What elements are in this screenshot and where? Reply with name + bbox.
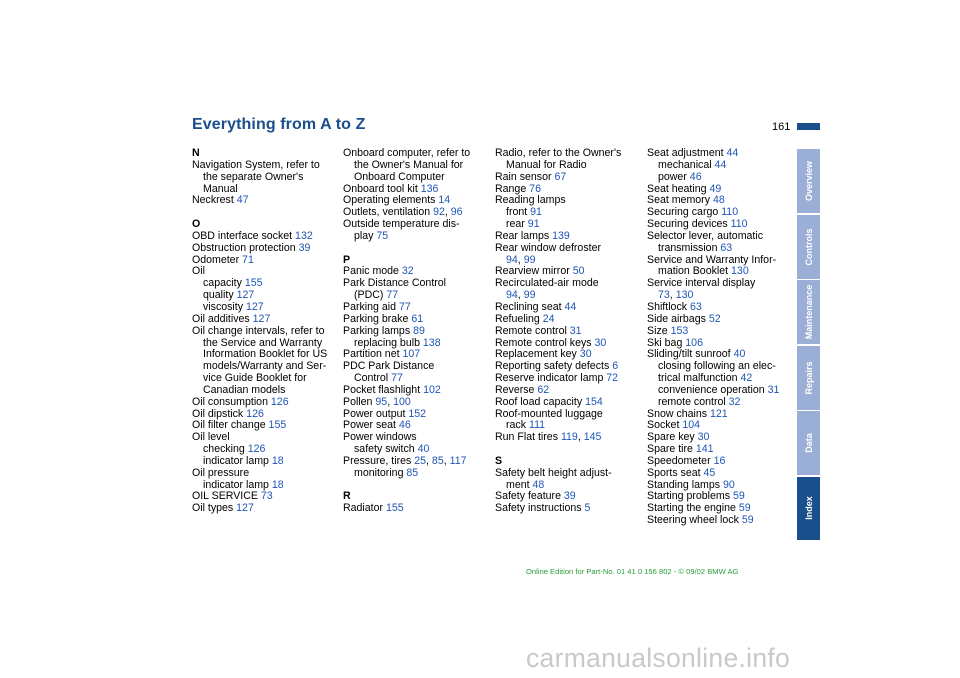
- page-link[interactable]: 126: [246, 407, 264, 420]
- index-entry-text: Partition net: [343, 348, 403, 361]
- page-link[interactable]: 6: [612, 360, 619, 373]
- page-link[interactable]: 5: [584, 502, 591, 515]
- tab-label: Maintenance: [803, 284, 814, 340]
- index-spacer: [343, 243, 483, 255]
- page-link[interactable]: 63: [689, 300, 702, 313]
- page-link[interactable]: 107: [402, 348, 421, 361]
- index-entry: [647, 515, 787, 527]
- index-entry: [192, 255, 332, 267]
- index-entry-text: OBD interface socket: [192, 229, 296, 242]
- index-entry-text: Roof load capacity: [495, 395, 586, 408]
- page-link[interactable]: 14: [438, 194, 451, 207]
- index-entry-text: Reporting safety defects: [495, 360, 613, 373]
- page-link[interactable]: 127: [245, 300, 264, 313]
- page-link[interactable]: 59: [732, 490, 745, 503]
- page-link[interactable]: 48: [712, 194, 725, 207]
- index-entry-text: Power windows: [343, 431, 417, 444]
- page-link[interactable]: 46: [689, 170, 702, 183]
- page-link[interactable]: 62: [537, 383, 550, 396]
- footer-edition-note: Online Edition for Part-No. 01 41 0 156 802 - © 09/02 BMW AG: [526, 567, 739, 576]
- page-link[interactable]: 39: [563, 490, 576, 503]
- page-link[interactable]: 155: [244, 277, 263, 290]
- index-entry-text: convenience operation: [658, 383, 768, 396]
- page-link[interactable]: 31: [569, 324, 582, 337]
- index-entry-text: Spare key: [647, 431, 698, 444]
- page-link[interactable]: 49: [709, 182, 722, 195]
- index-entry-text: Reclining seat: [495, 300, 565, 313]
- index-entry-text: Pocket flashlight: [343, 383, 424, 396]
- index-entry-text: Oil dipstick: [192, 407, 247, 420]
- index-entry-text: Rear window defroster: [495, 241, 601, 254]
- index-entry-text: Oil consumption: [192, 395, 271, 408]
- index-entry-text: Safety belt height adjust-: [495, 466, 612, 479]
- index-column-2: [343, 148, 483, 515]
- index-entry: 94, 99: [506, 253, 536, 266]
- page-link[interactable]: 127: [252, 312, 271, 325]
- index-entry-text: Shiftlock: [647, 300, 690, 313]
- index-entry-text: Oil change intervals, refer to: [192, 324, 325, 337]
- index-spacer: [495, 444, 635, 456]
- index-entry: Outlets, ventilation 92, 96: [343, 206, 463, 219]
- page-link[interactable]: 145: [583, 431, 602, 444]
- page-link[interactable]: 94: [506, 289, 518, 302]
- index-entry-text: Rain sensor: [495, 170, 555, 183]
- page-link[interactable]: 40: [417, 443, 430, 456]
- page-link[interactable]: 52: [708, 312, 721, 325]
- index-entry-text: Selector lever, automatic: [647, 229, 763, 242]
- index-entry-text: Manual: [203, 182, 238, 195]
- index-entry-text: Seat adjustment: [647, 147, 727, 159]
- index-entry-text: Oil: [192, 265, 205, 278]
- index-entry-text: Rear lamps: [495, 229, 553, 242]
- index-entry-text: Reserve indicator lamp: [495, 372, 607, 385]
- index-entry-text: indicator lamp: [203, 478, 272, 491]
- index-entry-text: Speedometer: [647, 454, 714, 467]
- index-entry-text: Outlets, ventilation: [343, 206, 434, 219]
- page-link[interactable]: 32: [728, 395, 741, 408]
- index-entry-text: models/Warranty and Ser-: [203, 360, 327, 373]
- page-link[interactable]: 126: [247, 443, 266, 456]
- watermark: carmanualsonline.info: [526, 643, 791, 673]
- page-link[interactable]: 50: [572, 265, 585, 278]
- tab-data[interactable]: [797, 411, 820, 475]
- index-letter-heading: R: [343, 490, 351, 503]
- index-entry: [343, 468, 483, 480]
- index-entry-text: Onboard Computer: [354, 170, 445, 183]
- page-link[interactable]: 104: [682, 419, 701, 432]
- index-entry-text: Range: [495, 182, 530, 195]
- index-entry-text: indicator lamp: [203, 454, 272, 467]
- tab-maintenance[interactable]: [797, 280, 820, 344]
- page-link[interactable]: 48: [532, 478, 545, 491]
- index-column-1: [192, 148, 332, 515]
- index-entry-text: Parking lamps: [343, 324, 414, 337]
- index-entry-text: replacing bulb: [354, 336, 423, 349]
- index-entry-text: Obstruction protection: [192, 241, 299, 254]
- index-entry-text: Snow chains: [647, 407, 711, 420]
- index-entry-text: capacity: [203, 277, 245, 290]
- index-entry-text: Outside temperature dis-: [343, 218, 460, 231]
- tab-overview[interactable]: [797, 149, 820, 213]
- index-entry-text: Safety feature: [495, 490, 564, 503]
- page-link[interactable]: 16: [713, 454, 726, 467]
- index-entry-text: quality: [203, 289, 237, 302]
- index-entry-text: Onboard tool kit: [343, 182, 421, 195]
- page-link[interactable]: 152: [408, 407, 427, 420]
- page-link[interactable]: 96: [450, 206, 463, 219]
- index-entry-text: closing following an elec-: [658, 360, 776, 373]
- page-link[interactable]: 45: [703, 466, 716, 479]
- page-link[interactable]: 44: [726, 147, 739, 159]
- index-entry: [192, 503, 332, 515]
- index-entry-text: Spare tire: [647, 443, 696, 456]
- page-link[interactable]: 18: [271, 454, 284, 467]
- index-letter-heading: N: [192, 147, 200, 159]
- index-entry-text: Seat memory: [647, 194, 713, 207]
- index-entry-text: transmission: [658, 241, 721, 254]
- index-entry: Pressure, tires 25, 85, 117: [343, 454, 467, 467]
- page-link[interactable]: 141: [695, 443, 714, 456]
- index-column-3: [495, 148, 635, 515]
- page-link[interactable]: 110: [721, 206, 739, 219]
- page-link[interactable]: 77: [398, 300, 411, 313]
- index-letter-heading: P: [343, 253, 351, 266]
- page-link[interactable]: 39: [298, 241, 311, 254]
- page-link[interactable]: 40: [733, 348, 746, 361]
- index-entry-text: monitoring: [354, 466, 407, 479]
- index-entry-text: Refueling: [495, 312, 543, 325]
- page-link[interactable]: 67: [554, 170, 567, 183]
- index-entry: [192, 195, 332, 207]
- index-entry-text: Park Distance Control: [343, 277, 447, 290]
- page-link[interactable]: 71: [242, 253, 254, 266]
- index-entry-text: trical malfunction: [658, 372, 741, 385]
- page-link[interactable]: 42: [740, 372, 753, 385]
- tab-label: Index: [803, 496, 814, 520]
- index-entry-text: Service and Warranty Infor-: [647, 253, 777, 266]
- index-entry-text: Parking brake: [343, 312, 412, 325]
- index-entry-text: Oil types: [192, 502, 237, 515]
- index-entry-text: safety switch: [354, 443, 418, 456]
- index-entry: Run Flat tires 119, 145: [495, 431, 602, 444]
- index-entry-text: Starting the engine: [647, 502, 739, 515]
- index-entry-text: Steering wheel lock: [647, 514, 742, 527]
- page-link[interactable]: 77: [391, 372, 403, 385]
- index-entry-text: Oil filter change: [192, 419, 269, 432]
- page-link[interactable]: 59: [741, 514, 754, 527]
- page-link[interactable]: 85: [431, 454, 444, 467]
- index-entry-text: Reverse: [495, 383, 538, 396]
- page-link[interactable]: 76: [529, 182, 541, 195]
- page-link[interactable]: 106: [685, 336, 703, 349]
- index-entry-text: Remote control: [495, 324, 570, 337]
- index-entry-text: Manual for Radio: [506, 158, 587, 171]
- index-entry-text: Socket: [647, 419, 683, 432]
- index-entry: 73, 130: [658, 289, 694, 302]
- index-entry-text: Rearview mirror: [495, 265, 573, 278]
- tab-label: Overview: [803, 160, 814, 202]
- page-link[interactable]: 102: [423, 383, 441, 396]
- index-entry-text: Service interval display: [647, 277, 756, 290]
- page-link[interactable]: 25: [414, 454, 427, 467]
- page-link[interactable]: 61: [411, 312, 424, 325]
- index-entry-text: Remote control keys: [495, 336, 595, 349]
- page-link[interactable]: 121: [710, 407, 728, 420]
- index-entry: Pollen 95, 100: [343, 395, 411, 408]
- tab-label: Repairs: [803, 360, 814, 395]
- page-link[interactable]: 99: [523, 253, 536, 266]
- index-entry-text: (PDC): [354, 289, 387, 302]
- tab-index[interactable]: [797, 477, 820, 540]
- tab-repairs[interactable]: [797, 346, 820, 410]
- index-entry-text: Neckrest: [192, 194, 237, 207]
- index-entry-text: Reading lamps: [495, 194, 566, 207]
- page-link[interactable]: 130: [731, 265, 749, 278]
- index-entry-text: rack: [506, 419, 529, 432]
- page-link[interactable]: 127: [236, 289, 255, 302]
- index-entry: [343, 503, 483, 515]
- index-entry-text: Size: [647, 324, 671, 337]
- index-entry-text: Securing cargo: [647, 206, 722, 219]
- page-title: Everything from A to Z: [192, 116, 366, 133]
- page-link[interactable]: 30: [697, 431, 710, 444]
- index-entry-text: Replacement key: [495, 348, 580, 361]
- page-number: 161: [772, 121, 791, 133]
- index-entry-text: the Owner's Manual for: [354, 158, 464, 171]
- index-entry-text: Power output: [343, 407, 409, 420]
- index-entry-text: Standing lamps: [647, 478, 723, 491]
- page-number-bar: [797, 123, 820, 130]
- page-link[interactable]: 153: [670, 324, 689, 337]
- index-entry-text: Navigation System, refer to: [192, 158, 320, 171]
- page-link[interactable]: 127: [236, 502, 254, 515]
- page-link[interactable]: 111: [528, 419, 546, 432]
- tab-label: Controls: [803, 228, 814, 265]
- page-link[interactable]: 110: [730, 218, 748, 231]
- index-letter-heading: S: [495, 454, 503, 467]
- tab-label: Data: [803, 433, 814, 453]
- page-link[interactable]: 77: [386, 289, 399, 302]
- page-link[interactable]: 47: [236, 194, 249, 207]
- index-entry-text: Radiator: [343, 502, 386, 515]
- page-link[interactable]: 89: [413, 324, 425, 337]
- index-entry-text: viscosity: [203, 300, 246, 313]
- page-link[interactable]: 117: [449, 454, 467, 467]
- index-entry-text: OIL SERVICE: [192, 490, 261, 503]
- index-entry-text: Pollen: [343, 395, 376, 408]
- index-entry-text: Onboard computer, refer to: [343, 147, 471, 159]
- index-entry-text: Recirculated-air mode: [495, 277, 599, 290]
- page-link[interactable]: 100: [393, 395, 411, 408]
- page-link[interactable]: 75: [376, 229, 389, 242]
- index-entry-text: Oil pressure: [192, 466, 250, 479]
- page-link[interactable]: 24: [542, 312, 555, 325]
- index-entry-text: Operating elements: [343, 194, 439, 207]
- index-entry-text: front: [506, 206, 531, 219]
- page-link[interactable]: 95: [375, 395, 388, 408]
- index-entry-text: checking: [203, 443, 248, 456]
- page-link[interactable]: 73: [658, 289, 670, 302]
- page-link[interactable]: 154: [585, 395, 603, 408]
- index-entry-text: ment: [506, 478, 533, 491]
- page-link[interactable]: 30: [579, 348, 592, 361]
- page-link[interactable]: 130: [675, 289, 694, 302]
- index-entry: [343, 231, 483, 243]
- page-link[interactable]: 132: [295, 229, 313, 242]
- page-link[interactable]: 91: [530, 206, 542, 219]
- page-link[interactable]: 126: [270, 395, 289, 408]
- index-entry-text: Odometer: [192, 253, 243, 266]
- page-link[interactable]: 63: [720, 241, 733, 254]
- page-link[interactable]: 155: [386, 502, 404, 515]
- index-entry-text: rear: [506, 218, 528, 231]
- index-entry-text: Control: [354, 372, 392, 385]
- index-entry-text: Safety instructions: [495, 502, 585, 515]
- index-spacer: [192, 207, 332, 219]
- index-entry-text: Run Flat tires: [495, 431, 561, 444]
- page-link[interactable]: 94: [506, 253, 518, 266]
- page-link[interactable]: 92: [433, 206, 445, 219]
- page-link[interactable]: 90: [722, 478, 735, 491]
- index-entry-text: Oil additives: [192, 312, 253, 325]
- page-link[interactable]: 32: [401, 265, 414, 278]
- index-entry-text: Sliding/tilt sunroof: [647, 348, 734, 361]
- index-entry-text: Ski bag: [647, 336, 686, 349]
- page-link[interactable]: 139: [552, 229, 570, 242]
- page-link[interactable]: 18: [271, 478, 284, 491]
- page-link[interactable]: 91: [527, 218, 540, 231]
- page-link[interactable]: 30: [594, 336, 607, 349]
- index-entry-text: mation Booklet: [658, 265, 732, 278]
- index-entry-text: vice Guide Booklet for: [203, 372, 307, 385]
- page-link[interactable]: 138: [422, 336, 441, 349]
- page-link[interactable]: 44: [714, 158, 727, 171]
- index-entry-text: Seat heating: [647, 182, 710, 195]
- index-entry-text: Securing devices: [647, 218, 731, 231]
- index-entry: [495, 503, 635, 515]
- page-link[interactable]: 46: [398, 419, 411, 432]
- index-entry-text: mechanical: [658, 158, 715, 171]
- index-entry-text: the separate Owner's: [203, 170, 304, 183]
- index-entry-text: play: [354, 229, 377, 242]
- index-entry-text: remote control: [658, 395, 729, 408]
- page-link[interactable]: 59: [738, 502, 751, 515]
- index-entry-text: Panic mode: [343, 265, 402, 278]
- index-entry-text: Radio, refer to the Owner's: [495, 147, 622, 159]
- page-link[interactable]: 85: [406, 466, 419, 479]
- index-entry-text: PDC Park Distance: [343, 360, 435, 373]
- index-spacer: [343, 480, 483, 492]
- index-entry-text: power: [658, 170, 690, 183]
- index-entry-text: Starting problems: [647, 490, 733, 503]
- page-link[interactable]: 136: [420, 182, 439, 195]
- index-entry-text: Canadian models: [203, 383, 286, 396]
- page-link[interactable]: 44: [564, 300, 577, 313]
- index-entry-text: Information Booklet for US: [203, 348, 328, 361]
- page-link[interactable]: 72: [606, 372, 619, 385]
- index-entry-text: Power seat: [343, 419, 399, 432]
- index-entry-text: Sports seat: [647, 466, 704, 479]
- tab-controls[interactable]: [797, 215, 820, 279]
- page-link[interactable]: 73: [260, 490, 273, 503]
- page-link[interactable]: 155: [268, 419, 287, 432]
- page-link[interactable]: 31: [767, 383, 780, 396]
- page-link[interactable]: 99: [523, 289, 536, 302]
- index-entry-text: Pressure, tires: [343, 454, 415, 467]
- index-entry-text: the Service and Warranty: [203, 336, 323, 349]
- index-entry-text: Parking aid: [343, 300, 399, 313]
- index-entry-text: Roof-mounted luggage: [495, 407, 603, 420]
- index-letter-heading: O: [192, 218, 201, 231]
- index-entry: 94, 99: [506, 289, 536, 302]
- index-entry-text: Side airbags: [647, 312, 709, 325]
- index-entry-text: Oil level: [192, 431, 230, 444]
- page-link[interactable]: 119: [560, 431, 578, 444]
- index-column-4: [647, 148, 787, 527]
- section-tabs: [797, 149, 820, 541]
